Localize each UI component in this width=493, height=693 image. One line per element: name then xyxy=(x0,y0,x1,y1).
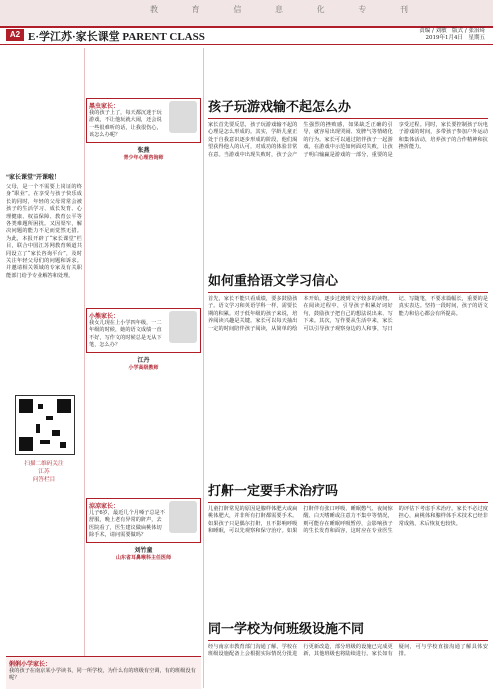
editor-line: 责编 / 刘敏 版式 / 张治琦 xyxy=(419,28,485,34)
banner-char: 信 xyxy=(233,5,244,14)
column-divider xyxy=(84,48,85,656)
page-badge: A2 xyxy=(6,29,24,41)
question-block xyxy=(86,98,201,161)
article xyxy=(208,270,488,333)
banner-char: 化 xyxy=(316,5,327,14)
article xyxy=(208,618,488,659)
banner-char: 刊 xyxy=(399,5,410,14)
banner-char: 专 xyxy=(358,5,369,14)
question-card xyxy=(86,498,201,543)
question-kicker: 小熊家长： xyxy=(89,314,120,320)
expert-role: 山东省耳鼻喉科主任医师 xyxy=(115,554,171,561)
qr-caption-line: 问答栏目 xyxy=(32,477,56,483)
expert-name: 江丹 xyxy=(137,357,150,364)
question-card xyxy=(86,308,201,353)
article-body: 经与南京市教育部门沟通了解，学校在班级设施配备上会根据实际情况分批进行更新改造，部分班级的设施已完成更新，其他班级也将陆续进行。家长如有疑问，可与学校直接沟通了解具体安排。 xyxy=(208,644,488,658)
expert-role: 青少年心理咨询师 xyxy=(123,154,164,161)
headline-rule xyxy=(208,292,488,293)
article-headline: 如何重拾语文学习信心 xyxy=(208,273,339,288)
footer-kicker: 俐俐小学家长： xyxy=(9,662,52,668)
question-block xyxy=(86,498,201,561)
qr-caption-line: 扫描二维码关注 xyxy=(24,461,64,467)
avatar xyxy=(169,101,197,133)
headline-rule xyxy=(208,118,488,119)
question-text: 儿子6岁，最近几个月嗓子总是不舒服，晚上老有异常的鼾声，去医院看了，医生建议做扁桃体切除手术，请问需要做吗？ xyxy=(89,510,165,539)
qr-code-image xyxy=(15,395,75,455)
banner-char: 育 xyxy=(191,5,202,14)
sidebar-heading: “家长课堂”开课啦！ xyxy=(6,175,61,181)
article xyxy=(208,480,488,536)
question-card xyxy=(86,98,201,143)
date-line: 2019年1月4日 星期五 xyxy=(425,35,485,41)
section-banner xyxy=(150,4,410,15)
masthead-underline xyxy=(0,44,493,45)
qr-caption-line: 江苏 xyxy=(38,469,50,475)
expert-role: 小学高级教师 xyxy=(128,364,159,371)
question-block xyxy=(86,308,201,371)
headline-rule xyxy=(208,502,488,503)
expert-name: 张燕 xyxy=(137,147,150,154)
article-headline: 孩子玩游戏输不起怎么办 xyxy=(208,99,352,114)
banner-char: 教 xyxy=(150,5,160,14)
banner-char: 息 xyxy=(274,5,285,14)
question-kicker: 黑虫家长： xyxy=(89,104,120,110)
question-text: 我的孩子上了，每天都沉迷于玩游戏，不让他玩就大闹，还会说一些很难听的话，让我很伤心，该怎么办呢？ xyxy=(89,110,162,139)
article-headline: 打鼾一定要手术治疗吗 xyxy=(208,483,339,498)
column-divider xyxy=(203,48,204,688)
footer-question xyxy=(6,656,201,689)
question-text: 我女儿现在上小学四年级，一二年级的时候，她的语文成绩一直不好，写作文的时候总是无从下笔，怎么办？ xyxy=(89,320,162,349)
sidebar-intro xyxy=(6,172,82,280)
issue-info xyxy=(305,28,485,42)
page-title: E·学江苏·家长课堂 PARENT CLASS xyxy=(28,31,205,43)
article-body: 儿童打鼾常见的原因是腺样体肥大或扁桃体肥大，并非所有打鼾都需要手术。如果孩子只是偶尔打鼾，且不影响呼吸和睡眠，可以先观察和保守治疗。如果打鼾伴有张口呼吸、睡眠憋气、夜间惊醒、白天嗜睡或注意力不集中等情况，则可能存在睡眠呼吸暂停，会影响孩子的生长发育和面容，这时应在专业医生的评估下考虑手术治疗。家长不必过度担心，扁桃体和腺样体手术技术已经非常成熟，术后恢复也较快。 xyxy=(208,506,488,535)
sidebar xyxy=(6,50,84,170)
qr-caption xyxy=(6,460,82,484)
avatar xyxy=(169,501,197,533)
sidebar-body: 父母，是一个不需要上岗证的终身“职业”。在享受与孩子快乐成长的同时，年轻的父母常常会被孩子的生活学习、成长发育、心理健康、权益保障、教育公平等各类难题所困扰。又因渠窄，解决问题的能力不足而觉然无措。为此，本报开辟了“家长课堂”栏目，联合中国江苏网教育频道共同设立了“家长咨询平台”，及时关注年轻父母们的问题和诉求。并邀请相关领域的专家及有关职能部门给予专业解答和处理。 xyxy=(6,184,82,279)
footer-text: 我的孩子在南京某小学读书，同一所学校，为什么有的班级有空调，有的班级没有呢？ xyxy=(9,668,196,682)
article xyxy=(208,96,488,159)
avatar xyxy=(169,311,197,343)
question-kicker: 涼凉家长： xyxy=(89,504,120,510)
expert-name: 刘竹童 xyxy=(134,547,153,554)
article-body: 首先，家长不能只看成绩，要多鼓励孩子。语文学习和英语学科一样，需要长期的积累。对于低年级的孩子来说，培养阅读兴趣是关键。家长可以每天抽出一定的时间陪伴孩子阅读，从简单的绘本开始，逐步过渡到文字较多的读物。在阅读过程中，引导孩子积累好词好句，鼓励孩子把自己的想法说出来、写下来。其次，写作要从生活中来，家长可以引导孩子观察身边的人和事，写日记、写随笔，不要求篇幅长，重要的是真实表达。坚持一段时间，孩子的语文能力和信心都会有所提高。 xyxy=(208,296,488,332)
article-body: 家长首先要反思，孩子玩游戏输不起的心理是怎么形成的。其实，学龄儿童正处于自我意识逐步形成的阶段，他们渴望获得他人的认可，对成功的体验非常在意。当游戏中出现失败时，孩子会产生强烈的挫败感，如果缺乏正确的引导，就容易出现哭闹、发脾气等情绪化的行为。家长可以通过陪伴孩子一起游戏，在游戏中示范如何面对失败，让孩子明白输赢是游戏的一部分，重要的是享受过程。同时，家长要控制孩子玩电子游戏的时间，多带孩子参加户外运动和集体活动，培养孩子的合作精神和抗挫折能力。 xyxy=(208,122,488,158)
headline-rule xyxy=(208,640,488,641)
article-headline: 同一学校为何班级设施不同 xyxy=(208,621,365,636)
